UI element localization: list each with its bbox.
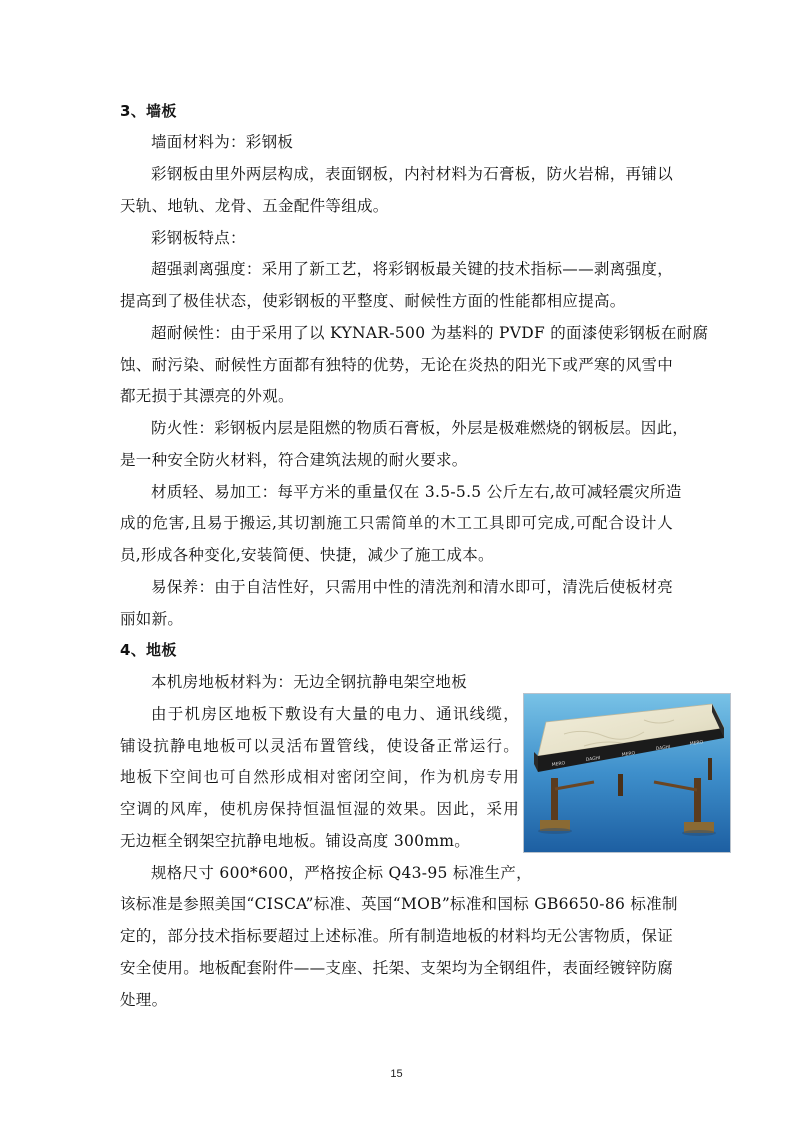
paragraph-line: 丽如新。	[120, 610, 184, 628]
paragraph-line: 超强剥离强度：采用了新工艺，将彩钢板最关键的技术指标——剥离强度，	[151, 260, 673, 278]
paragraph-line: 易保养：由于自洁性好，只需用中性的清洗剂和清水即可，清洗后使板材亮	[151, 578, 673, 596]
edge-label: DAGHI	[585, 755, 601, 763]
edge-label: MERO	[551, 761, 566, 768]
paragraph-line: 处理。	[120, 991, 168, 1009]
paragraph-line: 提高到了极佳状态，使彩钢板的平整度、耐候性方面的性能都相应提高。	[120, 292, 626, 310]
paragraph-line: 彩钢板特点：	[151, 229, 246, 247]
paragraph-line: 是一种安全防火材料，符合建筑法规的耐火要求。	[120, 451, 468, 469]
edge-label: MERO	[621, 751, 636, 758]
edge-label: MERO	[689, 740, 704, 747]
section-3-heading: 3、墙板	[120, 102, 177, 120]
paragraph-line: 规格尺寸 600*600，严格按企标 Q43-95 标准生产，	[151, 864, 532, 882]
raised-floor-panel-photo	[523, 693, 731, 853]
paragraph-line: 定的，部分技术指标要超过上述标准。所有制造地板的材料均无公害物质，保证	[120, 927, 674, 945]
paragraph-line: 该标准是参照美国“CISCA”标准、英国“MOB”标准和国标 GB6650-86 标准制	[120, 895, 678, 913]
paragraph-line: 员,形成各种变化,安装简便、快捷，减少了施工成本。	[120, 546, 494, 564]
paragraph-line: 材质轻、易加工：每平方米的重量仅在 3.5-5.5 公斤左右,故可减轻震灾所造	[151, 483, 682, 501]
page-number: 15	[390, 1068, 403, 1080]
raised-floor-illustration	[524, 694, 730, 852]
paragraph-line: 本机房地板材料为：无边全钢抗静电架空地板	[151, 673, 468, 691]
section-4-heading: 4、地板	[120, 641, 177, 659]
edge-label: DAGHI	[655, 744, 671, 752]
paragraph-line: 防火性：彩钢板内层是阻燃的物质石膏板，外层是极难燃烧的钢板层。因此，	[151, 419, 689, 437]
paragraph-line: 成的危害,且易于搬运,其切割施工只需简单的木工工具即可完成,可配合设计人	[120, 514, 673, 532]
paragraph-line: 蚀、耐污染、耐候性方面都有独特的优势，无论在炎热的阳光下或严寒的风雪中	[120, 356, 674, 374]
paragraph-line: 地板下空间也可自然形成相对密闭空间，作为机房专用	[120, 768, 519, 786]
paragraph-line: 彩钢板由里外两层构成，表面钢板，内衬材料为石膏板，防火岩棉，再铺以	[151, 165, 673, 183]
paragraph-line: 超耐候性：由于采用了以 KYNAR-500 为基料的 PVDF 的面漆使彩钢板在耐腐	[151, 324, 709, 342]
paragraph-line: 墙面材料为：彩钢板	[151, 133, 294, 151]
paragraph-line: 由于机房区地板下敷设有大量的电力、通讯线缆，	[151, 705, 519, 723]
paragraph-line: 无边框全钢架空抗静电地板。铺设高度 300mm。	[120, 832, 471, 850]
paragraph-line: 天轨、地轨、龙骨、五金配件等组成。	[120, 197, 389, 215]
paragraph-line: 铺设抗静电地板可以灵活布置管线，使设备正常运行。	[120, 737, 519, 755]
paragraph-line: 都无损于其漂亮的外观。	[120, 387, 294, 405]
paragraph-line: 安全使用。地板配套附件——支座、托架、支架均为全钢组件，表面经镀锌防腐	[120, 959, 674, 977]
paragraph-line: 空调的风库，使机房保持恒温恒湿的效果。因此，采用	[120, 800, 519, 818]
